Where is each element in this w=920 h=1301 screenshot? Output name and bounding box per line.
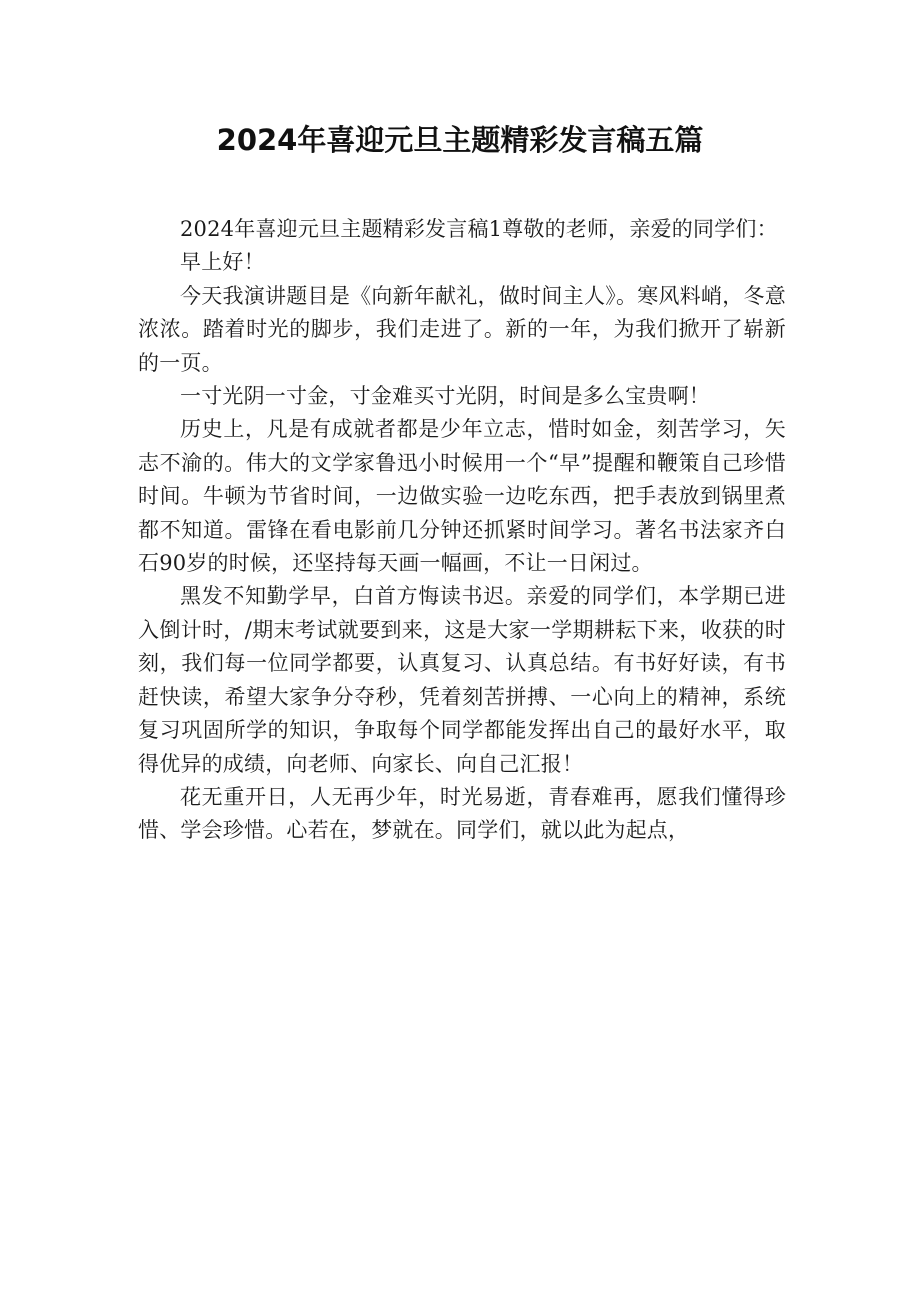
paragraph-closing: 花无重开日，人无再少年，时光易逝，青春难再，愿我们懂得珍惜、学会珍惜。心若在，梦就在。同学们，就以此为起点， bbox=[138, 784, 786, 843]
paragraph-proverb: 一寸光阴一寸金，寸金难买寸光阴，时间是多么宝贵啊！ bbox=[180, 384, 710, 409]
document-title: 2024年喜迎元旦主题精彩发言稿五篇 bbox=[216, 123, 704, 157]
paragraph-history: 历史上，凡是有成就者都是少年立志，惜时如金，刻苦学习，矢志不渝的。伟大的文学家鲁迅小时候用一个“早”提醒和鞭策自己珍惜时间。牛顿为节省时间，一边做实验一边吃东西，把手表放到锅里煮都不知道。雷锋在看电影前几分钟还抓紧时间学习。著名书法家齐白石90岁的时候，还坚持每天画一幅画，不让一日闲过。 bbox=[138, 417, 786, 576]
paragraph-good-morning: 早上好！ bbox=[180, 250, 265, 275]
paragraph-greeting: 2024年喜迎元旦主题精彩发言稿1尊敬的老师，亲爱的同学们： bbox=[180, 217, 778, 241]
document-body bbox=[138, 213, 786, 848]
paragraph-topic: 今天我演讲题目是《向新年献礼，做时间主人》。寒风料峭，冬意浓浓。踏着时光的脚步，我们走进了。新的一年，为我们掀开了崭新的一页。 bbox=[138, 283, 786, 375]
paragraph-study: 黑发不知勤学早，白首方悔读书迟。亲爱的同学们，本学期已进入倒计时，/期末考试就要到来，这是大家一学期耕耘下来，收获的时刻，我们每一位同学都要，认真复习、认真总结。有书好好读，有书赶快读，希望大家争分夺秒，凭着刻苦拼搏、一心向上的精神，系统复习巩固所学的知识，争取每个同学都能发挥出自己的最好水平，取得优异的成绩，向老师、向家长、向自己汇报！ bbox=[138, 584, 786, 776]
